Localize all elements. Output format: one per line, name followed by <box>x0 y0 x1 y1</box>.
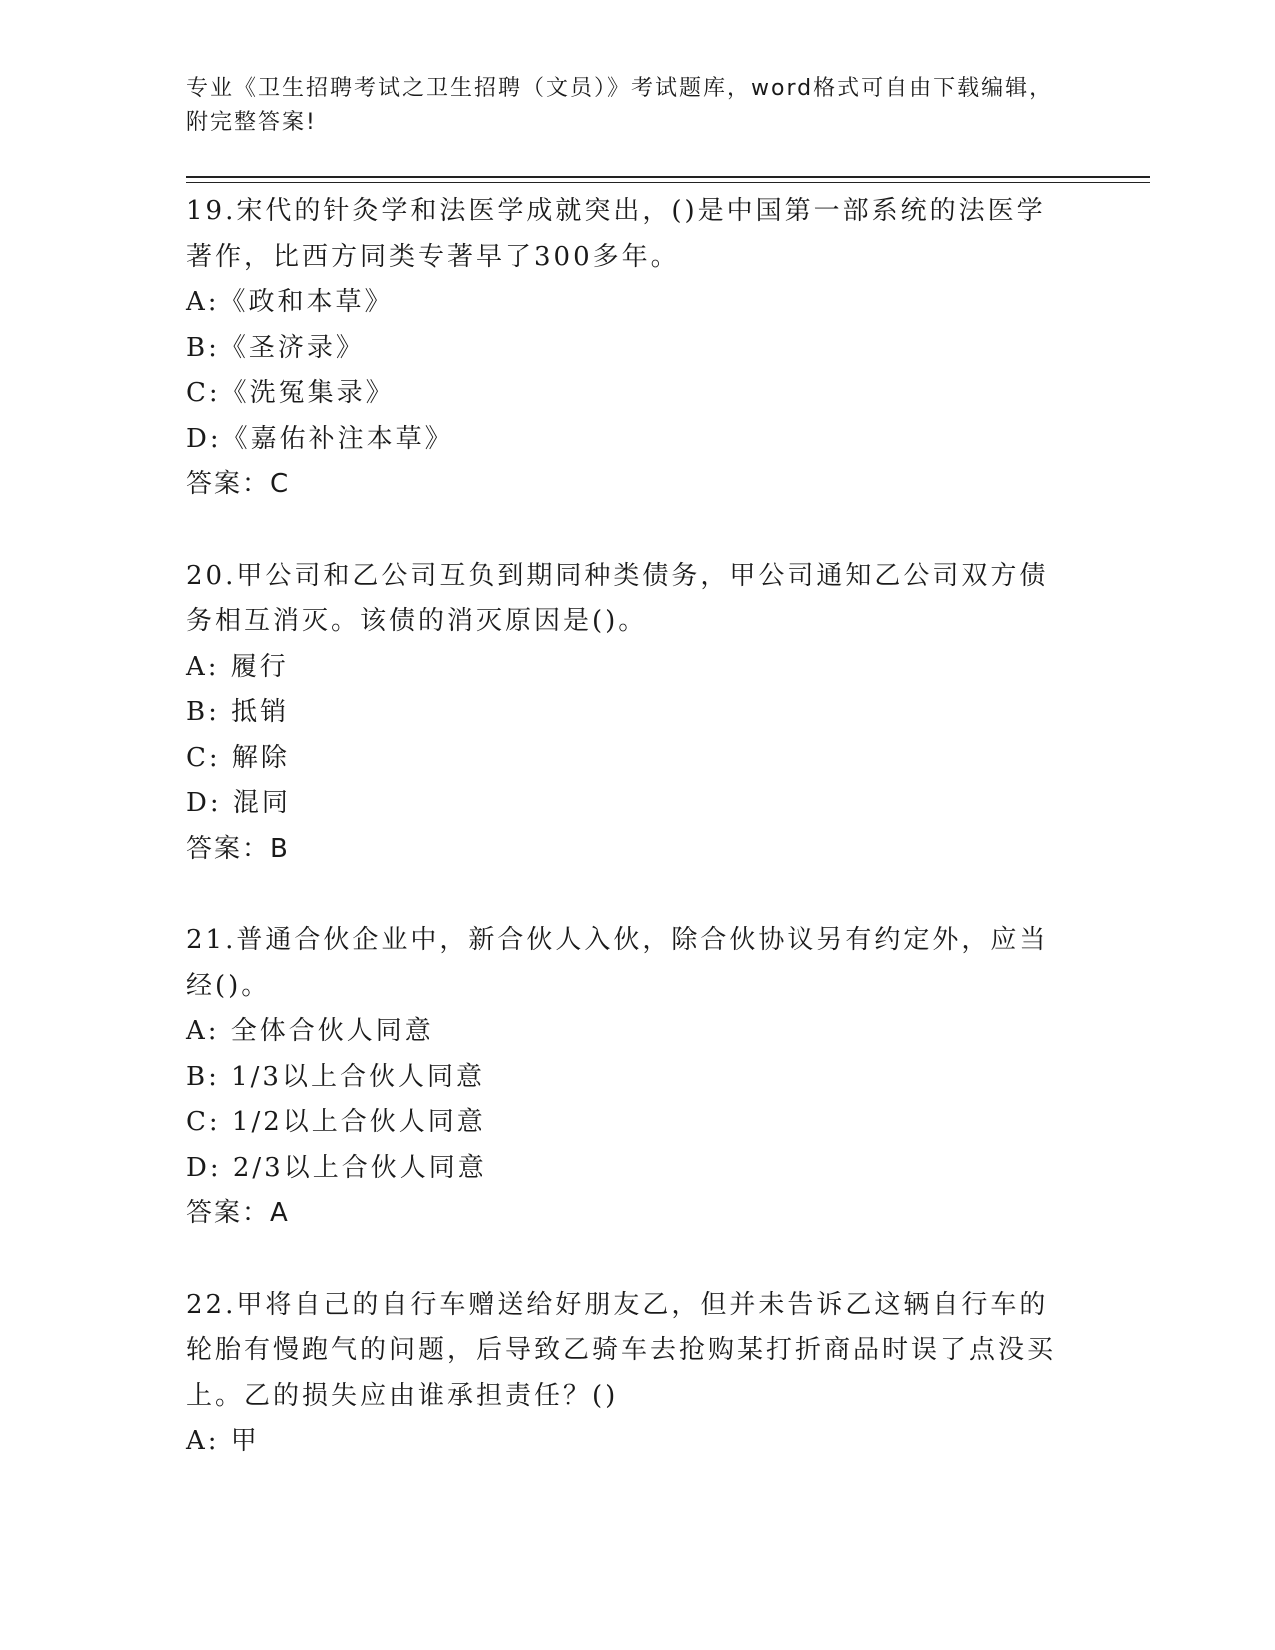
question-stem: 21.普通合伙企业中，新合伙人入伙，除合伙协议另有约定外，应当经()。 <box>186 925 1049 1001</box>
option-a: A: 甲 <box>186 1426 260 1456</box>
header-divider-thick <box>186 176 1150 178</box>
option-c: C: 解除 <box>186 742 290 773</box>
answer-line: 答案：A <box>186 1198 290 1228</box>
question-stem: 19.宋代的针灸学和法医学成就突出，()是中国第一部系统的法医学著作，比西方同类专著早了300多年。 <box>186 196 1046 272</box>
option-b: B:《圣济录》 <box>186 332 365 363</box>
answer-line: 答案：C <box>186 469 291 499</box>
option-b: B: 1/3以上合伙人同意 <box>186 1061 485 1092</box>
question-20 <box>186 554 1066 873</box>
answer-line: 答案：B <box>186 833 290 864</box>
question-list <box>186 189 1066 1465</box>
option-d: D:《嘉佑补注本草》 <box>186 423 454 454</box>
option-d: D: 混同 <box>186 788 291 818</box>
option-a: A:《政和本草》 <box>186 287 394 317</box>
document-header: 专业《卫生招聘考试之卫生招聘（文员）》考试题库，word格式可自由下载编辑，附完整答案! <box>186 76 1054 135</box>
spacer <box>186 872 1066 918</box>
question-22 <box>186 1283 1066 1465</box>
header-divider-thin <box>186 182 1150 183</box>
option-a: A: 履行 <box>186 651 289 682</box>
option-a: A: 全体合伙人同意 <box>186 1016 434 1046</box>
question-19 <box>186 189 1066 508</box>
spacer <box>186 1237 1066 1283</box>
option-c: C:《洗冤集录》 <box>186 378 395 408</box>
option-b: B: 抵销 <box>186 697 290 727</box>
question-stem: 22.甲将自己的自行车赠送给好朋友乙，但并未告诉乙这辆自行车的轮胎有慢跑气的问题，后导致乙骑车去抢购某打折商品时误了点没买上。乙的损失应由谁承担责任？() <box>186 1289 1057 1411</box>
option-c: C: 1/2以上合伙人同意 <box>186 1107 486 1137</box>
question-stem: 20.甲公司和乙公司互负到期同种类债务，甲公司通知乙公司双方债务相互消灭。该债的消灭原因是()。 <box>186 560 1049 636</box>
question-21 <box>186 918 1066 1237</box>
spacer <box>186 508 1066 554</box>
option-d: D: 2/3以上合伙人同意 <box>186 1152 487 1183</box>
